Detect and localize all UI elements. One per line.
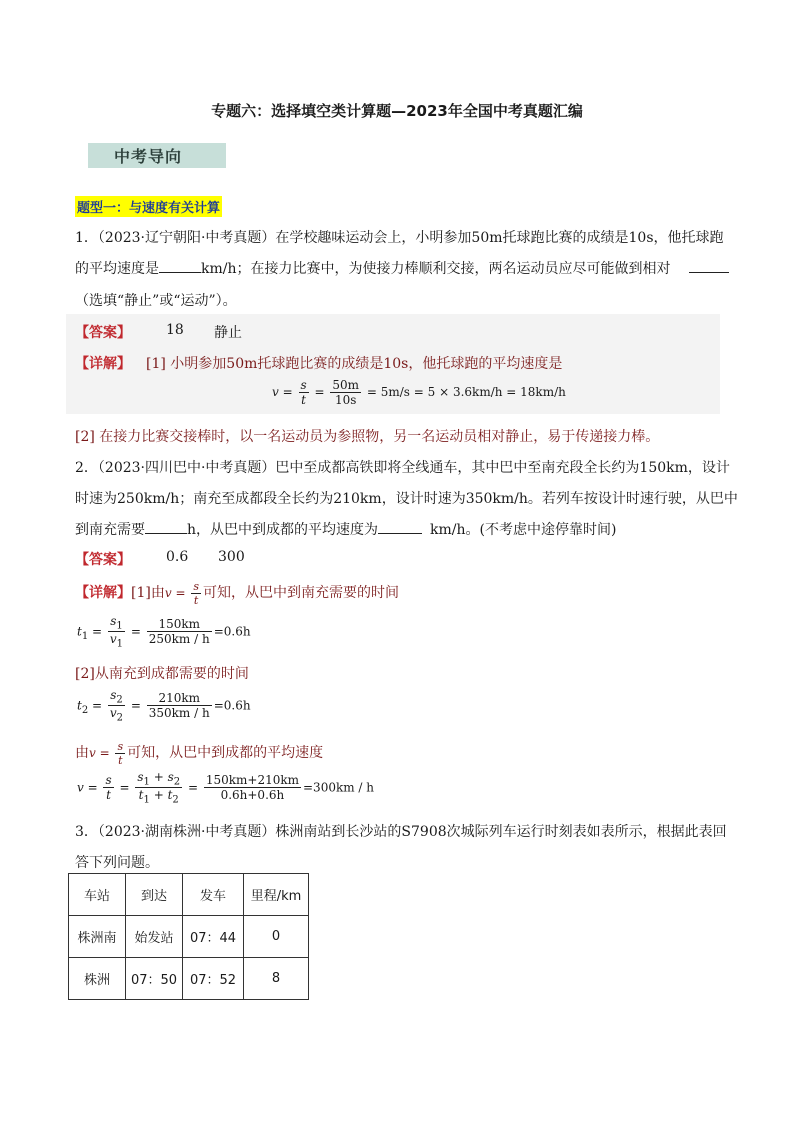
q1-answer-label: 【答案】 <box>75 325 131 341</box>
q1-blank2 <box>689 258 729 273</box>
table-cell: 0 <box>244 916 309 958</box>
q2-line3 <box>75 519 616 539</box>
q2-answer2: 300 <box>218 549 245 565</box>
q2-blank2 <box>378 519 422 534</box>
table-cell: 始发站 <box>126 916 183 958</box>
q2-detail2: [2]从南充到成都需要的时间 <box>75 666 249 682</box>
topic-heading: 题型一：与速度有关计算 <box>75 196 222 217</box>
table-header: 车站 <box>69 874 126 916</box>
table-cell: 株洲 <box>69 958 126 1000</box>
q2-formula1: $t_1$ = $\frac{s_1}{v_1}$ = $\frac{150km}{250km / h}$ =0.6h <box>77 614 251 650</box>
q2-detail3: 由v = $\frac{s}{t}$ 可知，从巴中到成都的平均速度 <box>75 740 324 767</box>
table-row <box>69 916 309 958</box>
q2-blank1 <box>145 519 187 534</box>
q2-detail-label: 【详解】 <box>75 585 131 601</box>
table-header-row <box>69 874 309 916</box>
q1-line1: 1．（2023·辽宁朝阳·中考真题）在学校趣味运动会上，小明参加50m托球跑比赛的成绩是10s，他托球跑 <box>75 230 724 246</box>
q1-frac-st: $\frac{s}{t}$ <box>300 378 307 407</box>
section-banner: 中考导向 <box>88 143 226 168</box>
q1-formula-eq: = <box>282 385 293 399</box>
q2-line1: 2．（2023·四川巴中·中考真题）巴中至成都高铁即将全线通车，其中巴中至南充段全长约为150km，设计 <box>75 460 730 476</box>
q1-formula <box>272 378 566 407</box>
q1-formula-eq2: = <box>314 385 325 399</box>
q2-formula2: $t_2$ = $\frac{s_2}{v_2}$ = $\frac{210km}{350km / h}$ =0.6h <box>77 688 251 724</box>
page-title: 专题六：选择填空类计算题—2023年全国中考真题汇编 <box>211 102 583 120</box>
table-cell: 株洲南 <box>69 916 126 958</box>
q2-line3a: 到南充需要 <box>75 522 145 538</box>
q1-blank1 <box>159 258 201 273</box>
q2-line3b: h，从巴中到成都的平均速度为 <box>187 522 379 538</box>
q1-formula-rest: = 5m/s = 5 × 3.6km/h = 18km/h <box>366 385 566 399</box>
table-header: 发车 <box>183 874 244 916</box>
table-row <box>69 958 309 1000</box>
q2-answer1: 0.6 <box>166 549 189 565</box>
q1-line2b: km/h；在接力比赛中，为使接力棒顺利交接，两名运动员应尽可能做到相对 <box>201 261 671 277</box>
q1-frac-values: $\frac{50m}{10s}$ <box>332 378 360 407</box>
timetable <box>68 873 309 1000</box>
q3-line1: 3．（2023·湖南株洲·中考真题）株洲南站到长沙站的S7908次城际列车运行时刻表如表所示，根据此表回 <box>75 824 727 840</box>
table-header: 里程/km <box>244 874 309 916</box>
q2-line3c: km/h。(不考虑中途停靠时间) <box>430 522 617 538</box>
table-cell: 07：50 <box>126 958 183 1000</box>
table-header: 到达 <box>126 874 183 916</box>
q2-formula3: v = $\frac{s}{t}$ = $\frac{s_1 + s_2}{t_1 + t_2}$ = $\frac{150km+210km}{0.6h+0.6h}$ =300km / h <box>77 770 375 806</box>
q2-line2: 时速为250km/h；南充至成都段全长约为210km，设计时速为350km/h。若列车按设计时速行驶，从巴中 <box>75 491 738 507</box>
q1-line2 <box>75 258 729 278</box>
q3-line2: 答下列问题。 <box>75 855 159 871</box>
q1-answer1: 18 <box>166 322 184 338</box>
q1-detail-label: 【详解】 <box>75 356 131 372</box>
table-cell: 07：52 <box>183 958 244 1000</box>
q2-detail1: 【详解】[1]由v = $\frac{s}{t}$ 可知，从巴中到南充需要的时间 <box>75 580 399 607</box>
q2-answer-label: 【答案】 <box>75 552 131 568</box>
q1-line3: （选填“静止”或“运动”）。 <box>75 293 237 309</box>
table-cell: 8 <box>244 958 309 1000</box>
q1-answer2: 静止 <box>214 325 242 341</box>
table-cell: 07：44 <box>183 916 244 958</box>
q1-line2a: 的平均速度是 <box>75 261 159 277</box>
q1-formula-v: v <box>272 385 279 399</box>
q1-detail2: [2] 在接力比赛交接棒时，以一名运动员为参照物，另一名运动员相对静止，易于传递接力棒。 <box>75 429 660 445</box>
q1-detail1: [1] 小明参加50m托球跑比赛的成绩是10s，他托球跑的平均速度是 <box>146 356 563 372</box>
